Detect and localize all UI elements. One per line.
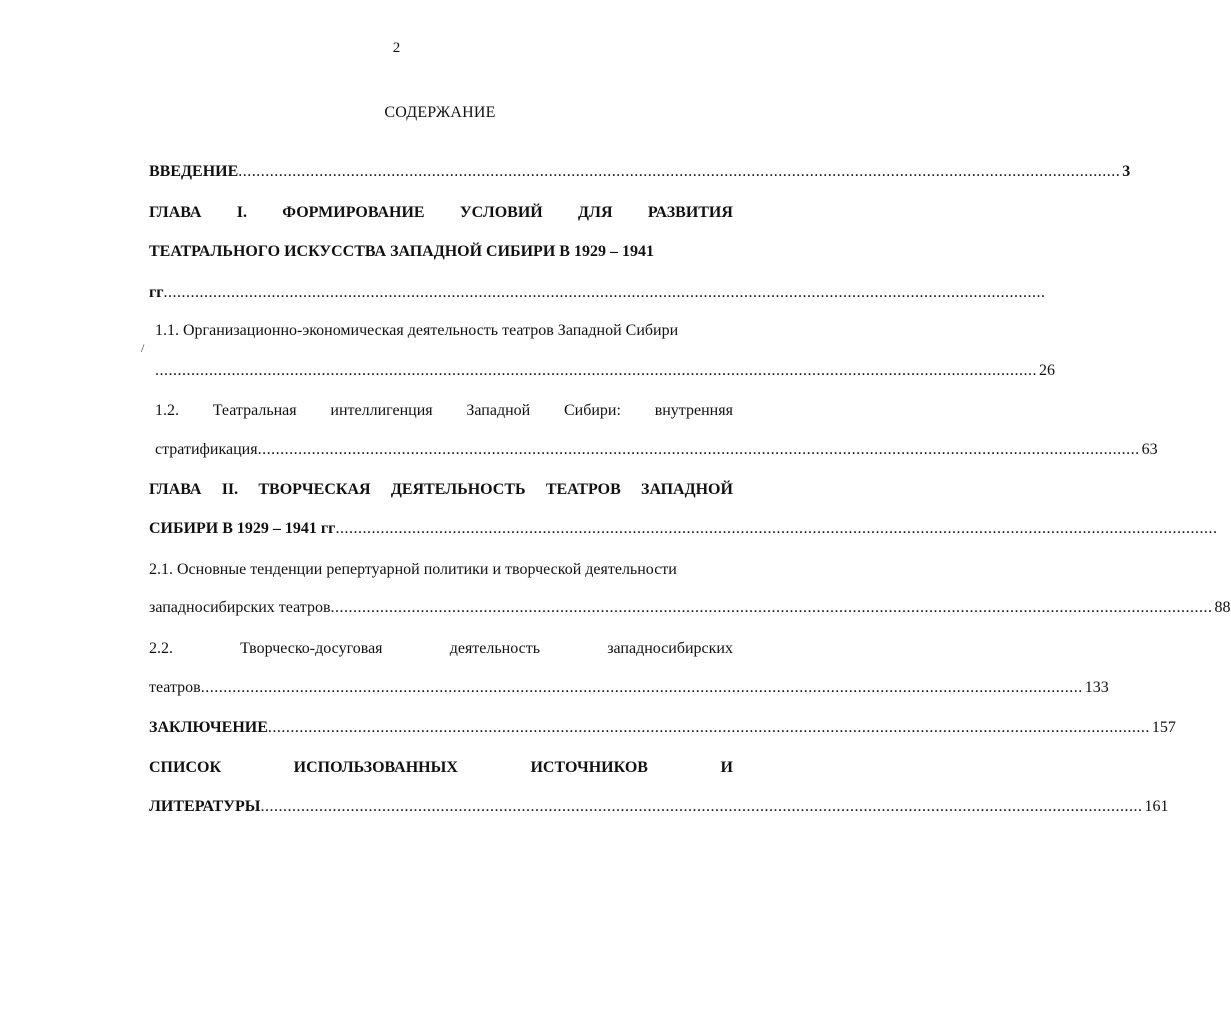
toc-entry-section-2-1-line-1[interactable]: 2.1. Основные тенденции репертуарной политики и творческой деятельности xyxy=(149,561,677,578)
word: УСЛОВИЙ xyxy=(459,204,543,221)
toc-entry-section-1-1-line-1[interactable]: 1.1. Организационно-экономическая деятельность театров Западной Сибири xyxy=(155,322,679,339)
word: ФОРМИРОВАНИЕ xyxy=(282,204,425,221)
toc-page-number: 133 xyxy=(1084,679,1109,696)
toc-page-number: 161 xyxy=(1144,798,1169,815)
toc-entry-title: ЛИТЕРАТУРЫ xyxy=(149,798,261,815)
dot-leader: .................................................................................................................................................................................................... xyxy=(257,441,1140,458)
toc-entry-title: стратификация xyxy=(155,441,258,458)
dot-leader: .................................................................................................................................................................................................... xyxy=(335,520,1218,537)
word: ИСТОЧНИКОВ xyxy=(530,759,648,776)
dot-leader: .................................................................................................................................................................................................... xyxy=(155,362,1037,379)
toc-entry-sources-line-2 xyxy=(149,796,1169,818)
toc-entry-sources-line-1[interactable] xyxy=(149,757,733,779)
toc-entry-section-1-2-line-1[interactable] xyxy=(155,400,733,422)
toc-entry-title: западносибирских театров xyxy=(149,599,331,616)
word: РАЗВИТИЯ xyxy=(647,204,733,221)
toc-entry-title: ЗАКЛЮЧЕНИЕ xyxy=(149,719,268,736)
word: ДЛЯ xyxy=(578,204,613,221)
toc-entry-title: ВВЕДЕНИЕ xyxy=(149,163,239,180)
toc-entry-section-1-1-line-2 xyxy=(155,360,1055,382)
word: ЗАПАДНОЙ xyxy=(641,481,733,498)
toc-page-number: 157 xyxy=(1151,719,1176,736)
toc-entry-chapter-1-line-1[interactable] xyxy=(149,202,733,224)
word: интеллигенция xyxy=(330,402,433,419)
toc-entry-title: СИБИРИ В 1929 – 1941 гг xyxy=(149,520,336,537)
toc-entry-chapter-2-line-2 xyxy=(149,518,1218,540)
word: ТВОРЧЕСКАЯ xyxy=(258,481,371,498)
word: Театральная xyxy=(212,402,297,419)
page-number: 2 xyxy=(392,40,401,56)
word: внутренняя xyxy=(654,402,733,419)
word: Сибири: xyxy=(563,402,621,419)
dot-leader: .................................................................................................................................................................................................... xyxy=(163,284,1046,301)
dot-leader: .................................................................................................................................................................................................... xyxy=(330,599,1213,616)
dot-leader: .................................................................................................................................................................................................... xyxy=(200,679,1083,696)
dot-leader: .................................................................................................................................................................................................... xyxy=(238,163,1121,180)
word: ГЛАВА xyxy=(149,204,202,221)
word: I. xyxy=(236,204,247,221)
toc-entry-section-2-2-line-1[interactable] xyxy=(149,638,733,660)
word: западносибирских xyxy=(607,640,733,657)
toc-entry-section-2-1-line-2 xyxy=(149,597,1231,619)
word: 1.2. xyxy=(155,402,179,419)
word: ГЛАВА xyxy=(149,481,202,498)
toc-page-number: 3 xyxy=(1122,163,1131,180)
toc-entry-section-2-2-line-2 xyxy=(149,677,1109,699)
toc-page-number: 26 xyxy=(1039,362,1055,379)
stray-mark: / xyxy=(141,341,145,355)
toc-entry-title: театров xyxy=(149,679,201,696)
word: И xyxy=(720,759,733,776)
toc-page-number: 88 xyxy=(1214,599,1231,616)
toc-entry-title: гг xyxy=(149,284,164,301)
word: Западной xyxy=(466,402,531,419)
toc-page-number: 63 xyxy=(1141,441,1158,458)
word: II. xyxy=(221,481,239,498)
word: ИСПОЛЬЗОВАННЫХ xyxy=(293,759,458,776)
word: 2.2. xyxy=(149,640,173,657)
toc-entry-intro[interactable] xyxy=(149,161,1131,183)
word: ДЕЯТЕЛЬНОСТЬ xyxy=(390,481,526,498)
word: Творческо-досуговая xyxy=(240,640,383,657)
word: СПИСОК xyxy=(149,759,222,776)
word: деятельность xyxy=(449,640,541,657)
toc-title: СОДЕРЖАНИЕ xyxy=(384,104,496,121)
toc-entry-section-1-2-line-2 xyxy=(155,439,1158,461)
toc-entry-chapter-1-line-2: ТЕАТРАЛЬНОГО ИСКУССТВА ЗАПАДНОЙ СИБИРИ В 1929 – 1941 xyxy=(149,243,654,260)
dot-leader: .................................................................................................................................................................................................... xyxy=(260,798,1143,815)
word: ТЕАТРОВ xyxy=(545,481,621,498)
toc-entry-conclusion[interactable] xyxy=(149,717,1176,739)
dot-leader: .................................................................................................................................................................................................... xyxy=(267,719,1150,736)
toc-entry-chapter-2-line-1[interactable] xyxy=(149,479,733,501)
toc-entry-chapter-1-line-3 xyxy=(149,282,1046,304)
